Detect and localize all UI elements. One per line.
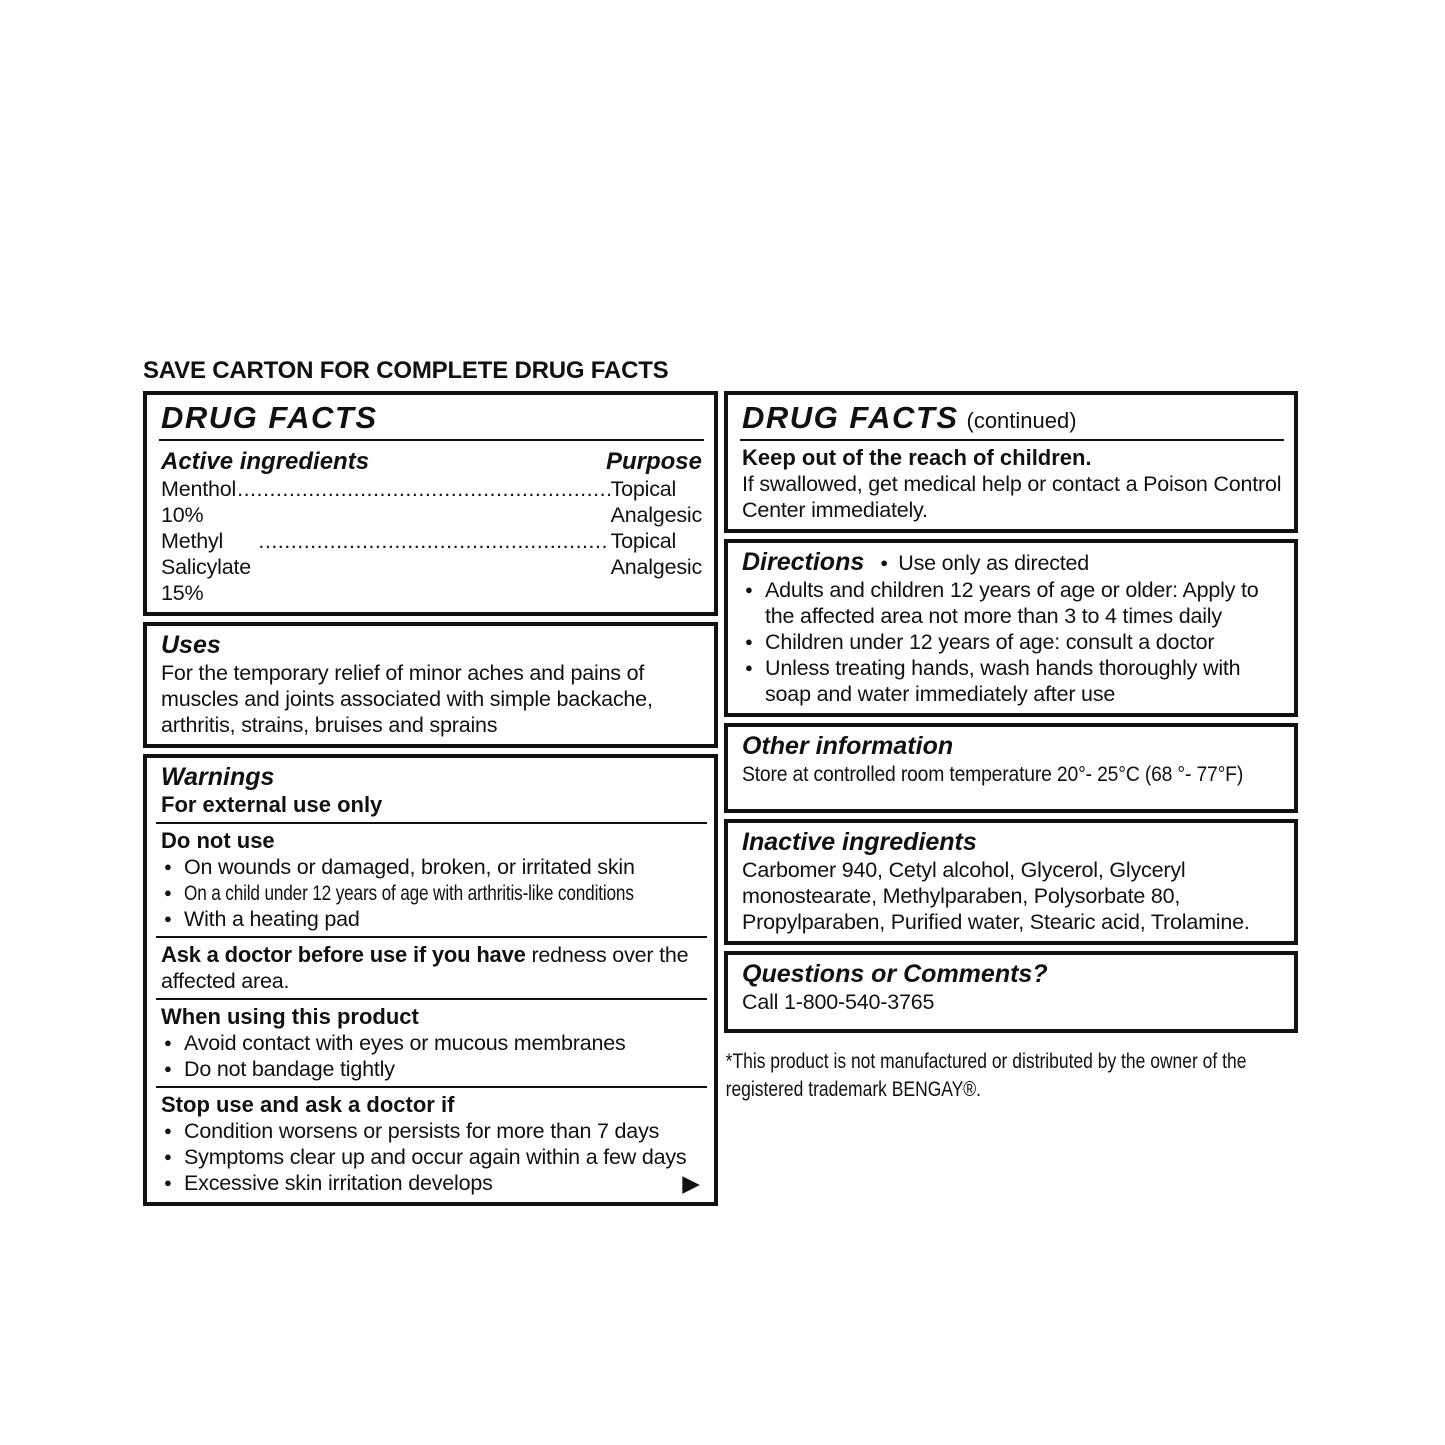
uses-header: Uses (161, 631, 221, 659)
left-column (143, 391, 718, 1206)
drug-facts-title-row (159, 400, 704, 441)
active-ingredients-header: Active ingredients (161, 448, 370, 475)
directions-inline-item: ● Use only as directed (878, 550, 1089, 576)
stop-use-header: Stop use and ask a doctor if (161, 1092, 455, 1117)
other-information-body: Store at controlled room temperature 20°- 25°C (68 °- 77°F) (742, 762, 1244, 786)
list-item: ● Children under 12 years of age: consult a doctor (740, 629, 1284, 655)
directions-header-row (740, 548, 1284, 577)
list-item: ● Symptoms clear up and occur again within a few days (159, 1144, 704, 1170)
dot-leader (258, 528, 609, 554)
list-item: ● Adults and children 12 years of age or older: Apply to the affected area not more than 3 to 4 times daily (740, 577, 1284, 629)
list-item (159, 1170, 704, 1196)
ingredient-purpose: Topical Analgesic (610, 477, 703, 527)
list-item: ● With a heating pad (159, 906, 704, 932)
inactive-ingredients-box (724, 819, 1298, 945)
drug-facts-title: DRUG FACTS (161, 400, 378, 435)
drug-facts-continued-box (724, 391, 1298, 533)
inactive-ingredients-body: Carbomer 940, Cetyl alcohol, Glycerol, Glyceryl monostearate, Methylparaben, Polysorbate 80, Propylparaben, Purified water, Stearic acid, Trolamine. (742, 858, 1250, 934)
external-use-text: For external use only (161, 792, 383, 817)
list-item: ● Condition worsens or persists for more than 7 days (159, 1118, 704, 1144)
ask-doctor-text (159, 942, 704, 994)
section-divider (156, 998, 707, 1000)
list-item: ● Do not bandage tightly (159, 1056, 704, 1082)
other-information-header: Other information (742, 732, 954, 760)
ingredient-row (159, 528, 704, 606)
trademark-footnote: *This product is not manufactured or distributed by the owner of the registered trademark BENGAY®. (725, 1049, 1247, 1101)
label-content (143, 358, 1301, 1206)
other-information-box (724, 723, 1298, 813)
section-divider (156, 1086, 707, 1088)
ask-doctor-rest: redness over the affected area. (161, 943, 689, 993)
purpose-header: Purpose (605, 448, 702, 475)
ingredient-row (159, 476, 704, 528)
section-divider (156, 936, 707, 938)
continued-label: (continued) (966, 408, 1077, 433)
drug-facts-title: DRUG FACTS (742, 400, 959, 435)
directions-header: Directions (742, 548, 865, 576)
questions-header: Questions or Comments? (742, 960, 1048, 988)
do-not-use-list (159, 854, 704, 932)
drug-facts-box (143, 391, 718, 616)
section-divider (156, 822, 707, 824)
keep-out-body: If swallowed, get medical help or contact a Poison Control Center immediately. (742, 472, 1282, 522)
list-item-text: ● Excessive skin irritation develops (184, 1171, 493, 1195)
do-not-use-header: Do not use (161, 828, 275, 853)
uses-body: For the temporary relief of minor aches and pains of muscles and joints associated with simple backache, arthritis, strains, bruises and sprains (161, 661, 653, 737)
ingredient-name: Menthol 10% (161, 477, 237, 527)
ingredient-purpose: Topical Analgesic (610, 529, 703, 579)
continue-arrow-icon: ▶ (682, 1170, 700, 1196)
list-item: ● Unless treating hands, wash hands thoroughly with soap and water immediately after use (740, 655, 1284, 707)
save-carton-header: SAVE CARTON FOR COMPLETE DRUG FACTS (143, 357, 669, 384)
directions-box (724, 539, 1298, 717)
list-item: ● Avoid contact with eyes or mucous membranes (159, 1030, 704, 1056)
dot-leader (237, 476, 609, 502)
drug-facts-continued-title-row (740, 400, 1284, 441)
label-columns (143, 391, 1301, 1206)
warnings-box (143, 754, 718, 1206)
warnings-header: Warnings (161, 763, 275, 791)
active-ingredients-header-row (159, 445, 704, 476)
inactive-ingredients-header: Inactive ingredients (742, 828, 977, 856)
questions-phone: Call 1-800-540-3765 (742, 990, 935, 1014)
ingredient-name: Methyl Salicylate 15% (161, 529, 252, 605)
keep-out-header: Keep out of the reach of children. (742, 445, 1092, 470)
stop-use-list (159, 1118, 704, 1196)
directions-list (740, 577, 1284, 707)
when-using-header: When using this product (161, 1004, 419, 1029)
list-item: ● On wounds or damaged, broken, or irritated skin (159, 854, 704, 880)
uses-box (143, 622, 718, 748)
questions-box (724, 951, 1298, 1033)
right-column (724, 391, 1298, 1103)
ask-doctor-bold: Ask a doctor before use if you have (161, 942, 526, 967)
when-using-list (159, 1030, 704, 1082)
list-item: ● On a child under 12 years of age with arthritis-like conditions (159, 880, 704, 906)
